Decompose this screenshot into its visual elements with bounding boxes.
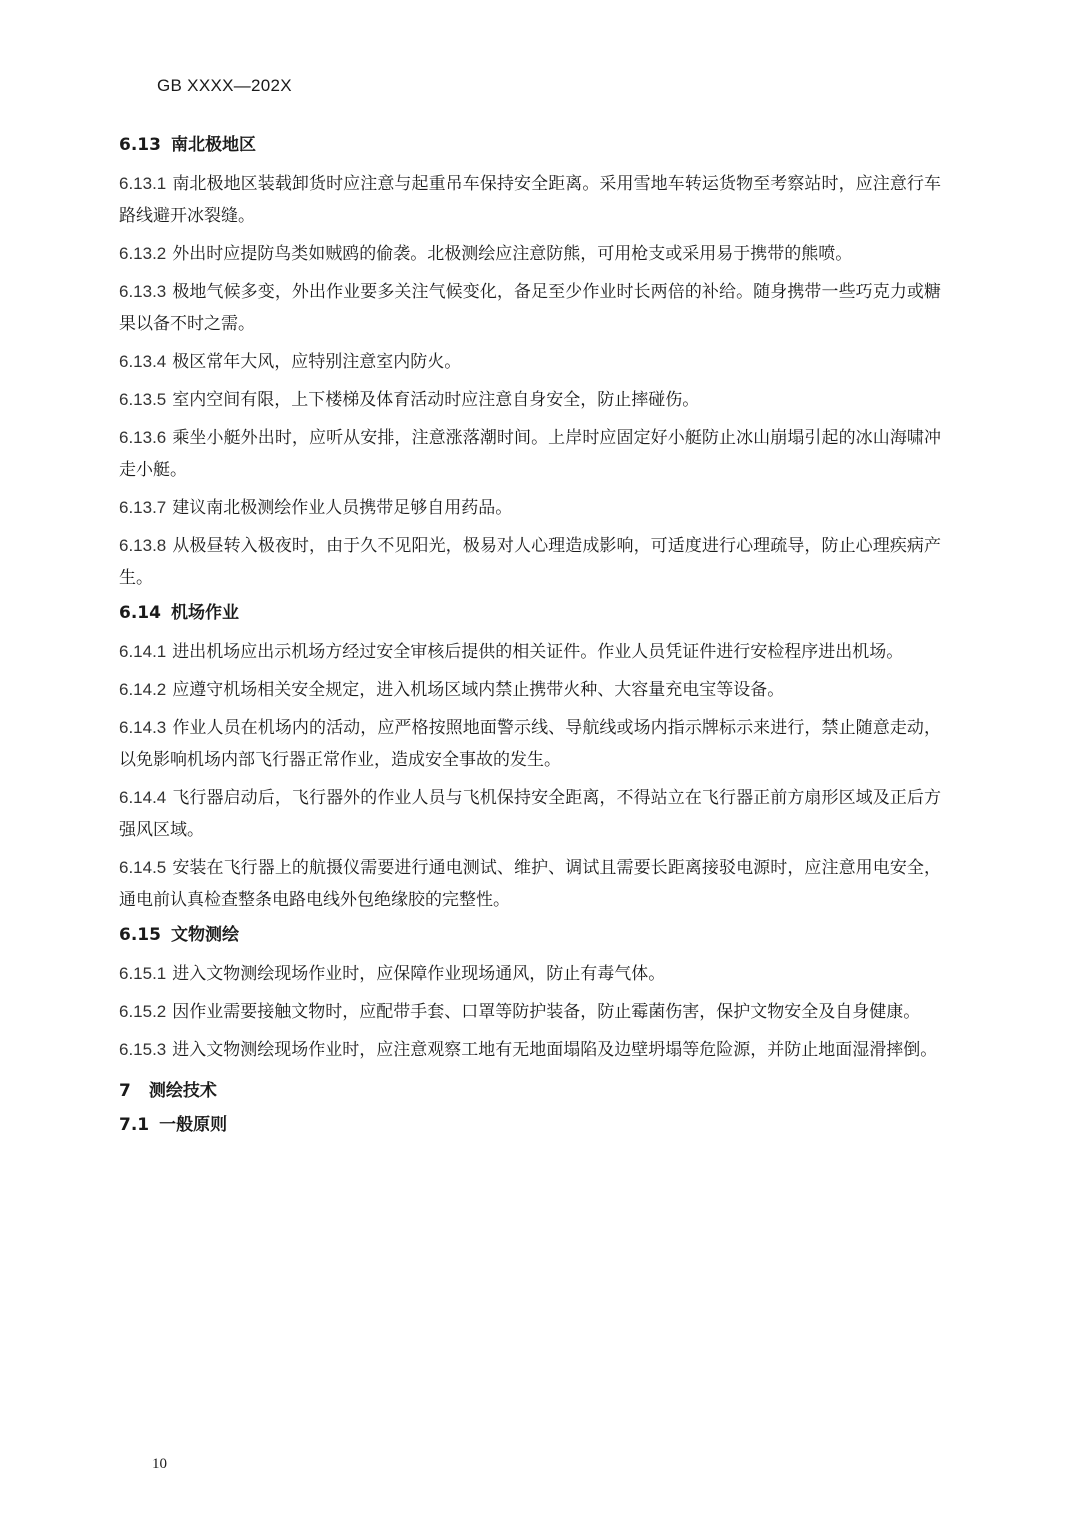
clause-text: 作业人员在机场内的活动，应严格按照地面警示线、导航线或场内指示牌标示来进行，禁止随意走动，以免影响机场内部飞行器正常作业，造成安全事故的发生。: [119, 718, 941, 770]
clause-text: 进入文物测绘现场作业时，应注意观察工地有无地面塌陷及边壁坍塌等危险源，并防止地面湿滑摔倒。: [172, 1040, 938, 1060]
section-number: 6.14: [119, 603, 161, 623]
clause-6-15-3: [119, 1034, 941, 1066]
standard-code-header: GB XXXX—202X: [157, 76, 292, 95]
clause-text: 进入文物测绘现场作业时，应保障作业现场通风，防止有毒气体。: [172, 964, 666, 984]
section-title: 测绘技术: [148, 1081, 217, 1101]
clause-number: 6.15.2: [119, 1002, 167, 1021]
section-title: 机场作业: [170, 603, 239, 623]
clause-6-13-3: [119, 276, 941, 340]
section-heading-6-14: [119, 598, 941, 628]
clause-6-13-5: [119, 384, 941, 416]
clause-number: 6.14.5: [119, 858, 167, 877]
clause-6-15-1: [119, 958, 941, 990]
section-heading-6-13: [119, 130, 941, 160]
section-number: 6.15: [119, 925, 161, 945]
clause-number: 6.13.8: [119, 536, 167, 555]
clause-number: 6.13.4: [119, 352, 167, 371]
section-heading-6-15: [119, 920, 941, 950]
clause-number: 6.14.3: [119, 718, 167, 737]
clause-number: 6.15.3: [119, 1040, 167, 1059]
clause-text: 因作业需要接触文物时，应配带手套、口罩等防护装备，防止霉菌伤害，保护文物安全及自身健康。: [172, 1002, 921, 1022]
section-number: 7.1: [119, 1115, 150, 1135]
clause-number: 6.13.6: [119, 428, 167, 447]
clause-number: 6.15.1: [119, 964, 167, 983]
clause-text: 乘坐小艇外出时，应听从安排，注意涨落潮时间。上岸时应固定好小艇防止冰山崩塌引起的冰山海啸冲走小艇。: [119, 428, 941, 480]
clause-text: 南北极地区装载卸货时应注意与起重吊车保持安全距离。采用雪地车转运货物至考察站时，应注意行车路线避开冰裂缝。: [119, 174, 941, 226]
clause-6-13-8: [119, 530, 941, 594]
clause-text: 飞行器启动后，飞行器外的作业人员与飞机保持安全距离，不得站立在飞行器正前方扇形区域及正后方强风区域。: [119, 788, 941, 840]
clause-text: 外出时应提防鸟类如贼鸥的偷袭。北极测绘应注意防熊，可用枪支或采用易于携带的熊喷。: [172, 244, 853, 264]
clause-6-13-6: [119, 422, 941, 486]
clause-number: 6.13.2: [119, 244, 167, 263]
clause-6-13-7: [119, 492, 941, 524]
section-number: 6.13: [119, 135, 161, 155]
clause-6-14-3: [119, 712, 941, 776]
clause-6-13-1: [119, 168, 941, 232]
clause-text: 建议南北极测绘作业人员携带足够自用药品。: [172, 498, 513, 518]
document-body: [119, 130, 941, 1140]
clause-text: 极区常年大风，应特别注意室内防火。: [172, 352, 462, 372]
clause-text: 室内空间有限，上下楼梯及体育活动时应注意自身安全，防止摔碰伤。: [172, 390, 700, 410]
clause-number: 6.14.2: [119, 680, 167, 699]
section-number: 7: [119, 1081, 131, 1101]
clause-6-14-4: [119, 782, 941, 846]
clause-6-14-5: [119, 852, 941, 916]
section-title: 南北极地区: [170, 135, 256, 155]
clause-text: 极地气候多变，外出作业要多关注气候变化，备足至少作业时长两倍的补给。随身携带一些巧克力或糖果以备不时之需。: [119, 282, 941, 334]
clause-text: 从极昼转入极夜时，由于久不见阳光，极易对人心理造成影响，可适度进行心理疏导，防止心理疾病产生。: [119, 536, 941, 588]
page-number: 10: [152, 1456, 167, 1472]
clause-number: 6.14.1: [119, 642, 167, 661]
clause-6-15-2: [119, 996, 941, 1028]
clause-6-14-2: [119, 674, 941, 706]
clause-number: 6.13.5: [119, 390, 167, 409]
clause-number: 6.14.4: [119, 788, 167, 807]
clause-number: 6.13.1: [119, 174, 167, 193]
clause-6-13-2: [119, 238, 941, 270]
clause-text: 安装在飞行器上的航摄仪需要进行通电测试、维护、调试且需要长距离接驳电源时，应注意用电安全，通电前认真检查整条电路电线外包绝缘胶的完整性。: [119, 858, 941, 910]
clause-number: 6.13.7: [119, 498, 167, 517]
section-title: 一般原则: [159, 1115, 228, 1135]
clause-6-14-1: [119, 636, 941, 668]
chapter-heading-7: [119, 1076, 941, 1106]
clause-text: 应遵守机场相关安全规定，进入机场区域内禁止携带火种、大容量充电宝等设备。: [172, 680, 785, 700]
clause-6-13-4: [119, 346, 941, 378]
section-heading-7-1: [119, 1110, 941, 1140]
clause-number: 6.13.3: [119, 282, 167, 301]
section-title: 文物测绘: [170, 925, 239, 945]
clause-text: 进出机场应出示机场方经过安全审核后提供的相关证件。作业人员凭证件进行安检程序进出机场。: [172, 642, 904, 662]
